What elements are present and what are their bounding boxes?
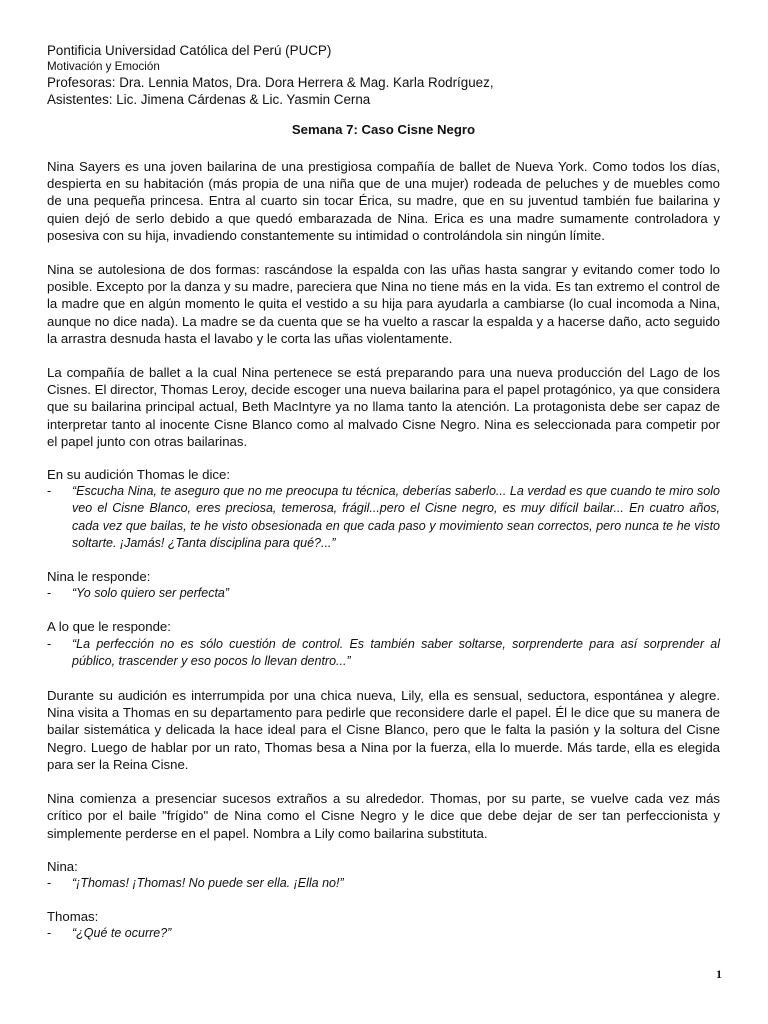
header-assistants: Asistentes: Lic. Jimena Cárdenas & Lic. Yasmin Cerna <box>47 92 371 107</box>
page-number: 1 <box>716 967 722 981</box>
paragraph: Durante su audición es interrumpida por una chica nueva, Lily, ella es sensual, seductora, espontánea y alegre. Nina visita a Thomas en su departamento para pedirle que reconsidere darle el papel. Él le dice que su manera de bailar sistemática y delicada la hace ideal para el Cisne Blanco, pero que le falta la pasión y la soltura del Cisne Negro. Luego de hablar por un rato, Thomas besa a Nina por la fuerza, ella lo muerde. Más tarde, ella es elegida para ser la Reina Cisne. <box>47 688 720 772</box>
document-content <box>47 42 720 943</box>
paragraph: La compañía de ballet a la cual Nina pertenece se está preparando para una nueva producción del Lago de los Cisnes. El director, Thomas Leroy, decide escoger una nueva bailarina para el papel protagónico, ya que considera que su bailarina principal actual, Beth MacIntyre ya no llama tanto la atención. La protagonista debe ser capaz de interpretar tanto al inocente Cisne Blanco como al malvado Cisne Negro. Nina es seleccionada para competir por el papel junto con otras bailarinas. <box>47 365 720 449</box>
dash-bullet: - <box>47 875 52 890</box>
paragraph: Nina se autolesiona de dos formas: rascándose la espalda con las uñas hasta sangrar y evitando comer todo lo posible. Excepto por la danza y su madre, pareciera que Nina no tiene más en la vida. Es tan extremo el control de la madre que en algún momento le quita el vestido a su hija para ayudarla a cambiarse (lo cual incomoda a Nina, aunque no dice nada). La madre se da cuenta que se ha vuelto a rascar la espalda y a hacerse daño, acto seguido la arrastra desnuda hasta el lavabo y le corta las uñas violentamente. <box>47 262 720 346</box>
dash-bullet: - <box>47 926 52 941</box>
dialogue-quote <box>47 925 720 942</box>
dialogue-speaker: Thomas: <box>47 909 99 925</box>
dialogue-quote <box>47 875 720 892</box>
page-title: Semana 7: Caso Cisne Negro <box>291 122 476 137</box>
dialogue-quote <box>47 585 720 602</box>
header-professors: Profesoras: Dra. Lennia Matos, Dra. Dora Herrera & Mag. Karla Rodríguez, <box>47 75 494 90</box>
quote-text: “¡Thomas! ¡Thomas! No puede ser ella. ¡Ella no!” <box>72 875 344 890</box>
dash-bullet: - <box>47 586 52 601</box>
paragraph: Nina Sayers es una joven bailarina de una prestigiosa compañía de ballet de Nueva York. Como todos los días, despierta en su habitación (más propia de una niña que de una mujer) rodeada de peluches y de muebles como de una pequeña princesa. Entra al cuarto sin tocar Érica, su madre, que en su juventud también fue bailarina y quien dejó de serlo debido a que quedó embarazada de Nina. Erica es una madre sumamente controladora y posesiva con su hija, invadiendo constantemente su intimidad o controlándola sin ningún límite. <box>47 159 720 243</box>
dialogue-speaker: Nina: <box>47 858 78 874</box>
header-course: Motivación y Emoción <box>47 60 160 73</box>
quote-text: “Yo solo quiero ser perfecta” <box>72 586 230 601</box>
dialogue-quote <box>47 483 720 552</box>
quote-text: “¿Qué te ocurre?” <box>72 926 172 941</box>
dialogue-speaker: Nina le responde: <box>47 569 151 585</box>
dash-bullet: - <box>47 484 52 499</box>
header-university: Pontificia Universidad Católica del Perú (PUCP) <box>47 43 332 58</box>
dialogue-speaker: A lo que le responde: <box>47 619 171 635</box>
quote-text: “La perfección no es sólo cuestión de control. Es también saber soltarse, sorprenderte para así sorprender al público, trascender y eso pocos lo llevan dentro...” <box>72 636 720 668</box>
paragraph: Nina comienza a presenciar sucesos extraños a su alrededor. Thomas, por su parte, se vuelve cada vez más crítico por el baile "frígido" de Nina como el Cisne Negro y le dice que debe dejar de ser tan perfeccionista y simplemente perderse en el papel. Nombra a Lily como bailarina substituta. <box>47 791 720 841</box>
dash-bullet: - <box>47 636 52 651</box>
dialogue-quote <box>47 636 720 670</box>
dialogue-speaker: En su audición Thomas le dice: <box>47 467 231 483</box>
quote-text: “Escucha Nina, te aseguro que no me preocupa tu técnica, deberías saberlo... La verdad es que cuando te miro solo veo el Cisne Blanco, eres preciosa, temerosa, frágil...pero el Cisne negro, es muy difícil bailar... En cuatro años, cada vez que bailas, te he visto obsesionada en que cada paso y movimiento sean correctos, pero nunca te he visto soltarte. ¡Jamás! ¿Tanta disciplina para qué?...” <box>72 484 720 550</box>
